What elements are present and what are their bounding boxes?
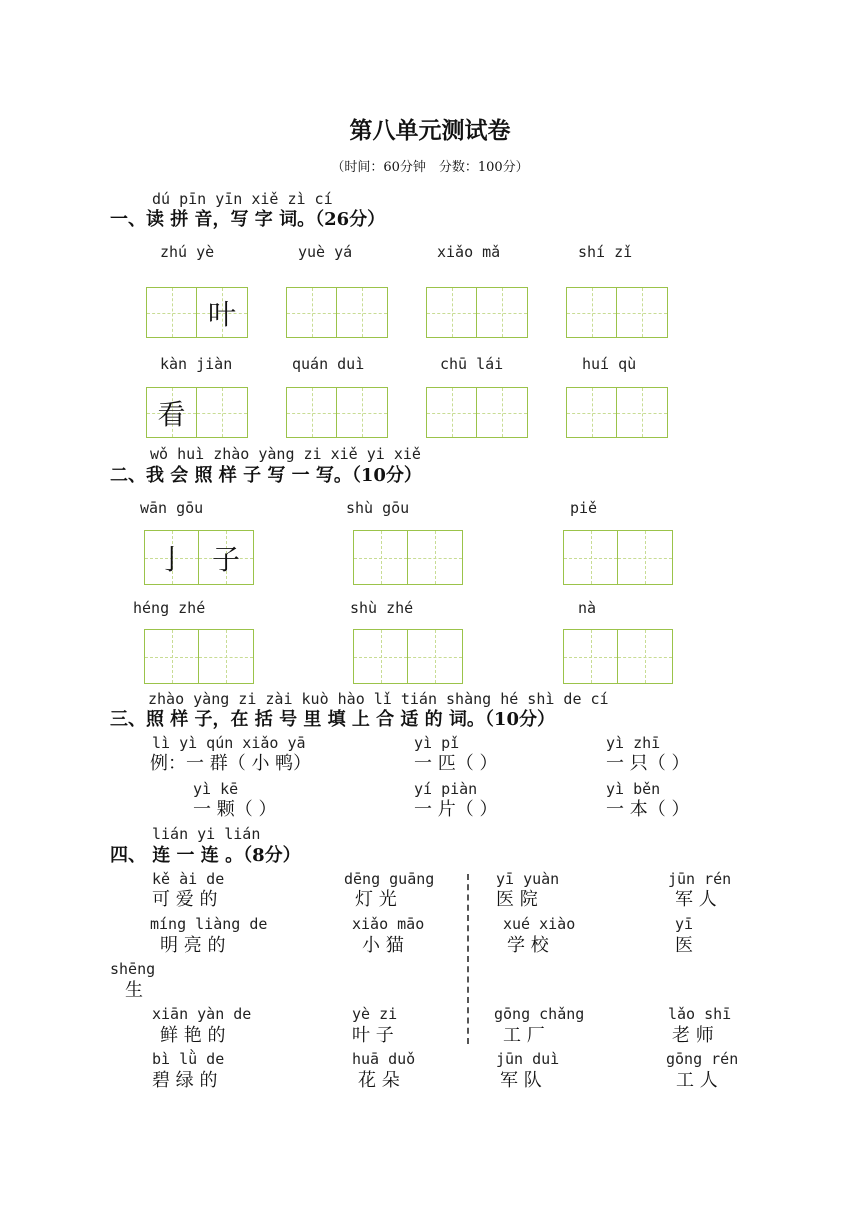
grid-cell[interactable] — [199, 629, 254, 684]
s4-word[interactable]: 工 厂 — [503, 1025, 545, 1046]
writing-grid[interactable] — [563, 530, 673, 585]
s4-word[interactable]: 老 师 — [672, 1025, 714, 1046]
s4-word[interactable]: 小 猫 — [362, 935, 404, 956]
s3-pinyin-2: yì pǐ — [414, 734, 460, 752]
grid-cell[interactable] — [408, 629, 463, 684]
s3-pinyin-1: lì yì qún xiǎo yā — [152, 734, 306, 752]
s2-pinyin-4: héng zhé — [133, 599, 206, 617]
s4-word[interactable]: 军 人 — [675, 889, 717, 910]
writing-grid[interactable] — [566, 387, 668, 438]
s4-pinyin: lǎo shī — [668, 1005, 732, 1023]
s4-pinyin: jūn rén — [668, 870, 732, 888]
s4-pinyin: yī — [675, 915, 694, 933]
writing-grid[interactable] — [426, 387, 528, 438]
s4-pinyin: xiǎo māo — [352, 915, 425, 933]
writing-grid[interactable] — [353, 629, 463, 684]
section2-heading: 二、我 会 照 样 子 写 一 写。（10分） — [110, 465, 422, 486]
s4-word[interactable]: 工 人 — [676, 1070, 718, 1091]
s2-pinyin-5: shù zhé — [350, 599, 414, 617]
writing-grid[interactable] — [144, 629, 254, 684]
grid-cell[interactable] — [337, 387, 388, 438]
s3-item-5: 一 片（ ） — [414, 799, 498, 820]
s3-item-1: 例：一 群（ 小 鸭） — [150, 753, 312, 774]
s1-pinyin-2: yuè yá — [298, 243, 353, 261]
s3-item-2: 一 匹（ ） — [414, 753, 498, 774]
s4-pinyin: bì lǜ de — [152, 1050, 225, 1068]
grid-cell[interactable] — [477, 387, 528, 438]
grid-cell[interactable]: 子 — [199, 530, 254, 585]
grid-cell[interactable] — [144, 629, 199, 684]
s4-pinyin: shēng — [110, 960, 156, 978]
s1-pinyin-4: shí zǐ — [578, 243, 633, 261]
s4-word[interactable]: 叶 子 — [352, 1025, 394, 1046]
grid-cell[interactable] — [566, 287, 617, 338]
s4-word[interactable]: 碧 绿 的 — [152, 1070, 218, 1091]
grid-cell[interactable] — [337, 287, 388, 338]
grid-cell[interactable] — [286, 387, 337, 438]
s4-pinyin: gōng rén — [666, 1050, 739, 1068]
s3-item-6: 一 本（ ） — [606, 799, 690, 820]
page-title: 第八单元测试卷 — [349, 117, 511, 144]
writing-grid[interactable] — [286, 387, 388, 438]
divider-line — [467, 874, 469, 1044]
grid-cell[interactable] — [353, 530, 408, 585]
s4-pinyin: gōng chǎng — [494, 1005, 585, 1023]
grid-cell[interactable] — [426, 287, 477, 338]
s4-word[interactable]: 医 — [675, 935, 693, 956]
section1-pinyin: dú pīn yīn xiě zì cí — [152, 190, 333, 208]
s4-pinyin: yī yuàn — [496, 870, 560, 888]
s3-item-4: 一 颗（ ） — [193, 799, 277, 820]
writing-grid[interactable] — [563, 629, 673, 684]
section4-heading: 四、 连 一 连 。（8分） — [110, 845, 301, 866]
s4-word[interactable]: 医 院 — [496, 889, 538, 910]
grid-cell[interactable] — [617, 387, 668, 438]
grid-cell[interactable] — [353, 629, 408, 684]
s2-pinyin-6: nà — [578, 599, 597, 617]
s4-pinyin: kě ài de — [152, 870, 225, 888]
grid-cell[interactable] — [566, 387, 617, 438]
s4-word[interactable]: 鲜 艳 的 — [160, 1025, 226, 1046]
grid-cell[interactable] — [618, 530, 673, 585]
grid-cell[interactable]: 亅 — [144, 530, 199, 585]
grid-cell[interactable] — [617, 287, 668, 338]
writing-grid[interactable] — [146, 287, 248, 338]
grid-cell[interactable] — [408, 530, 463, 585]
s4-word[interactable]: 灯 光 — [355, 889, 397, 910]
grid-cell[interactable] — [618, 629, 673, 684]
s3-pinyin-4: yì kē — [193, 780, 239, 798]
s4-pinyin: yè zi — [352, 1005, 398, 1023]
s2-pinyin-3: piě — [570, 499, 598, 517]
s1-pinyin-7: chū lái — [440, 355, 504, 373]
section3-pinyin: zhào yàng zi zài kuò hào lǐ tián shàng hé shì de cí — [148, 690, 609, 708]
s4-pinyin: jūn duì — [496, 1050, 560, 1068]
section3-heading: 三、照 样 子，在 括 号 里 填 上 合 适 的 词。（10分） — [110, 709, 555, 730]
writing-grid[interactable] — [426, 287, 528, 338]
writing-grid[interactable] — [144, 530, 254, 585]
s4-pinyin: huā duǒ — [352, 1050, 416, 1068]
section2-pinyin: wǒ huì zhào yàng zi xiě yi xiě — [150, 445, 421, 463]
page-subtitle: （时间：60分钟 分数：100分） — [331, 160, 529, 175]
s4-word[interactable]: 可 爱 的 — [152, 889, 218, 910]
section4-pinyin: lián yi lián — [152, 825, 261, 843]
writing-grid[interactable] — [353, 530, 463, 585]
grid-cell[interactable]: 叶 — [197, 287, 248, 338]
writing-grid[interactable] — [566, 287, 668, 338]
s3-pinyin-3: yì zhī — [606, 734, 661, 752]
s1-pinyin-8: huí qù — [582, 355, 637, 373]
grid-cell[interactable] — [563, 629, 618, 684]
s4-word: 生 — [125, 980, 143, 1001]
grid-cell[interactable] — [286, 287, 337, 338]
grid-cell[interactable]: 看 — [146, 387, 197, 438]
s1-pinyin-1: zhú yè — [160, 243, 215, 261]
s4-pinyin: xiān yàn de — [152, 1005, 252, 1023]
s4-word[interactable]: 学 校 — [507, 935, 549, 956]
s4-word[interactable]: 军 队 — [500, 1070, 542, 1091]
s2-pinyin-1: wān gōu — [140, 499, 204, 517]
s4-pinyin: dēng guāng — [344, 870, 435, 888]
s3-pinyin-6: yì běn — [606, 780, 661, 798]
s3-pinyin-5: yí piàn — [414, 780, 478, 798]
grid-cell[interactable] — [197, 387, 248, 438]
grid-cell[interactable] — [426, 387, 477, 438]
grid-cell[interactable] — [477, 287, 528, 338]
s4-word[interactable]: 花 朵 — [358, 1070, 400, 1091]
s1-pinyin-3: xiǎo mǎ — [437, 243, 501, 261]
s4-word[interactable]: 明 亮 的 — [160, 935, 226, 956]
s2-pinyin-2: shù gōu — [346, 499, 410, 517]
grid-cell[interactable] — [563, 530, 618, 585]
s3-item-3: 一 只（ ） — [606, 753, 690, 774]
writing-grid[interactable] — [286, 287, 388, 338]
s1-pinyin-6: quán duì — [292, 355, 365, 373]
s4-pinyin: xué xiào — [503, 915, 576, 933]
s1-pinyin-5: kàn jiàn — [160, 355, 233, 373]
writing-grid[interactable] — [146, 387, 248, 438]
section1-heading: 一、读 拼 音，写 字 词。（26分） — [110, 209, 386, 230]
s4-pinyin: míng liàng de — [150, 915, 268, 933]
grid-cell[interactable] — [146, 287, 197, 338]
